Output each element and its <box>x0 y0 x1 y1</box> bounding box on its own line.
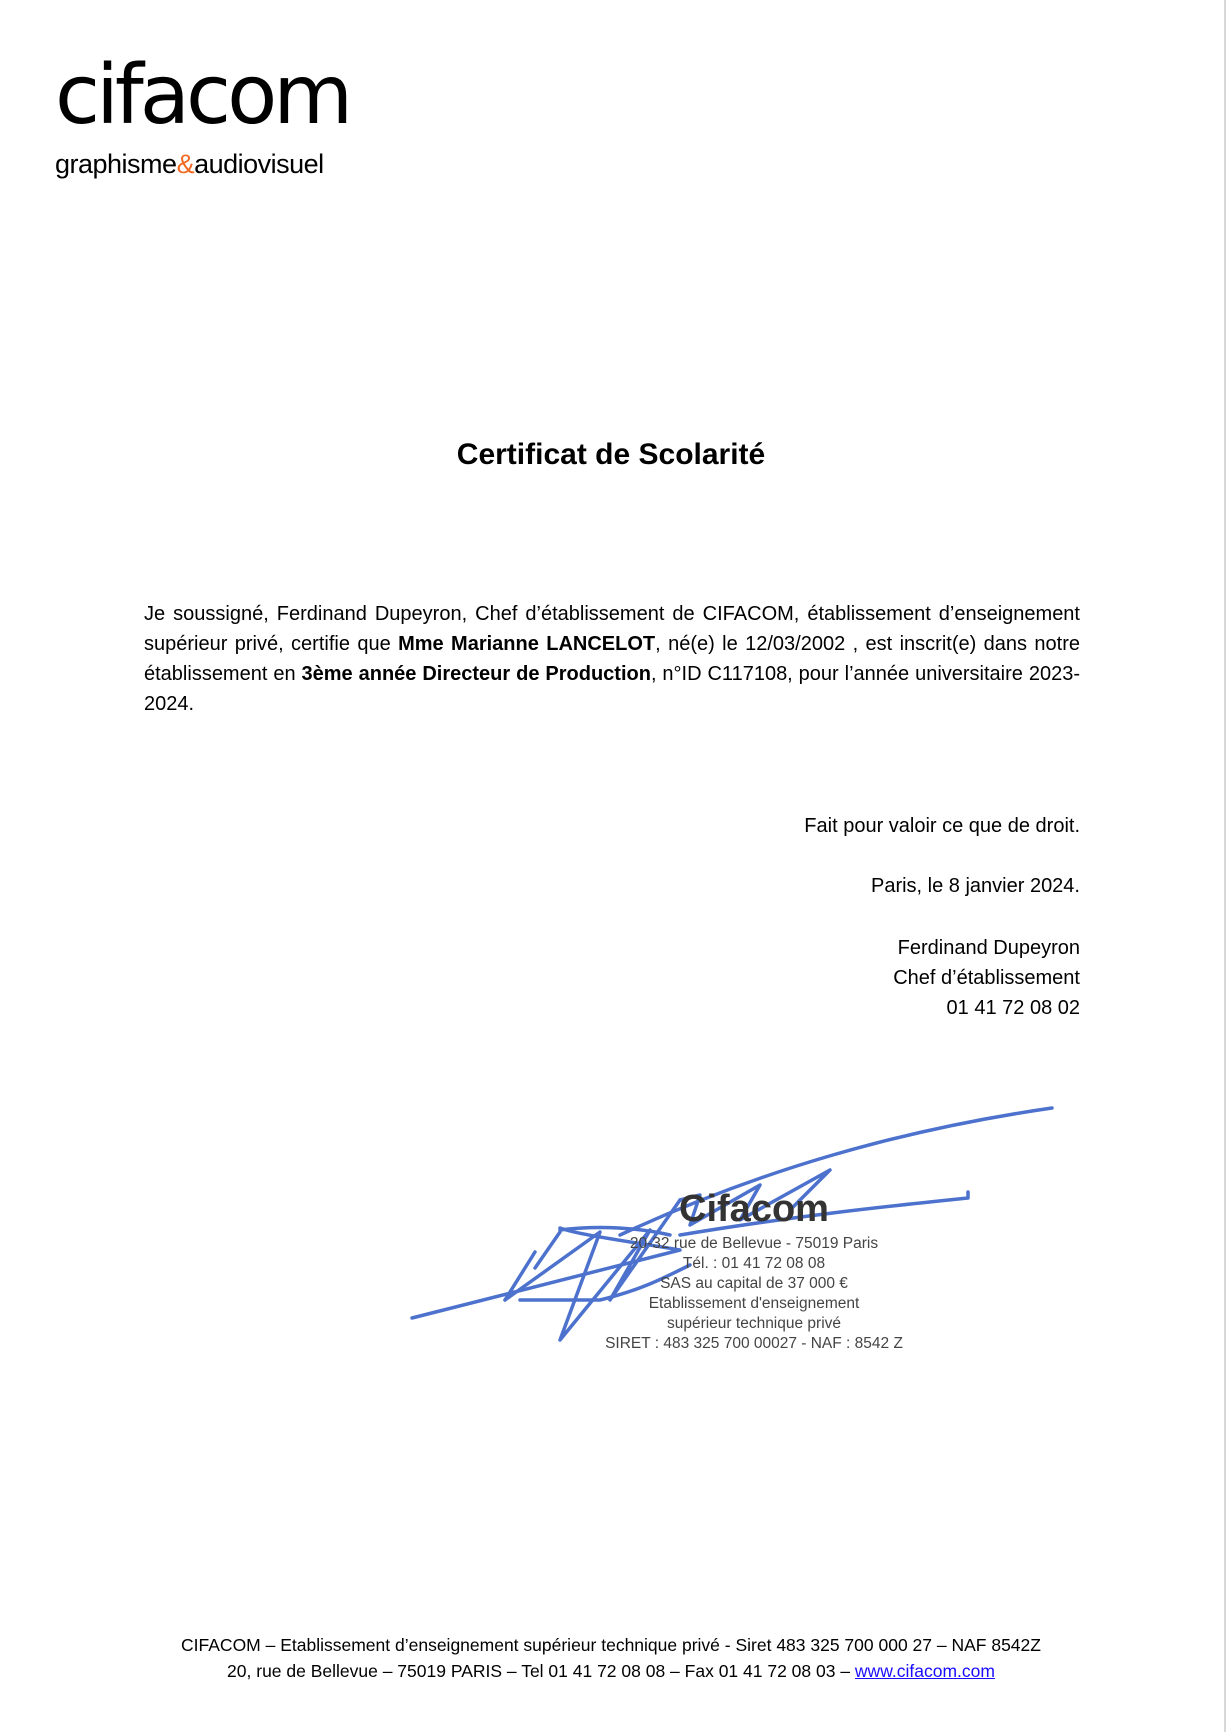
document-title: Certificat de Scolarité <box>456 438 766 471</box>
place-date: Paris, le 8 janvier 2024. <box>870 875 1080 897</box>
student-name: Mme Marianne LANCELOT <box>398 633 656 655</box>
tagline-left: graphisme <box>55 149 177 179</box>
stamp-line: 20-32 rue de Bellevue - 75019 Paris <box>629 1235 879 1252</box>
tagline-ampersand: & <box>176 149 195 179</box>
stamp-line: supérieur technique privé <box>666 1315 842 1332</box>
stamp-line: SIRET : 483 325 700 00027 - NAF : 8542 Z <box>605 1335 903 1352</box>
stamp-name: Cifacom <box>679 1188 829 1230</box>
stamp-line: SAS au capital de 37 000 € <box>660 1275 848 1292</box>
page-footer <box>0 1632 1222 1684</box>
signatory-role: Chef d’établissement <box>893 967 1080 989</box>
body-text-1: Je soussigné, Ferdinand Dupeyron, Chef d’établissement de CIFACOM, établissement d’enseignement supérieur privé, certifie que <box>144 603 1080 655</box>
footer-address: 20, rue de Bellevue – 75019 PARIS – Tel 01 41 72 08 08 – Fax 01 41 72 08 03 – <box>227 1661 855 1681</box>
footer-line-1: CIFACOM – Etablissement d’enseignement supérieur technique privé - Siret 483 325 700 000 27 – NAF 8542Z <box>181 1635 1041 1655</box>
body-text-2: , né(e) le 12/03/2002 , est inscrit(e) dans notre établissement en <box>144 633 1080 685</box>
logo-wordmark: cifacom <box>55 48 350 143</box>
body-text-3: , n°ID C117108, pour l’année universitaire 2023-2024. <box>144 663 1080 715</box>
program-name: 3ème année Directeur de Production <box>301 663 651 685</box>
website-link[interactable]: www.cifacom.com <box>854 1661 995 1681</box>
tagline-right: audiovisuel <box>194 149 324 179</box>
footer-line-2 <box>0 1658 1222 1684</box>
company-stamp <box>554 1186 954 1354</box>
closing-formula: Fait pour valoir ce que de droit. <box>804 815 1080 837</box>
signatory-name: Ferdinand Dupeyron <box>897 937 1080 959</box>
stamp-line: Etablissement d'enseignement <box>648 1295 860 1312</box>
signatory-phone: 01 41 72 08 02 <box>946 997 1080 1019</box>
stamp-line: Tél. : 01 41 72 08 08 <box>682 1255 826 1272</box>
